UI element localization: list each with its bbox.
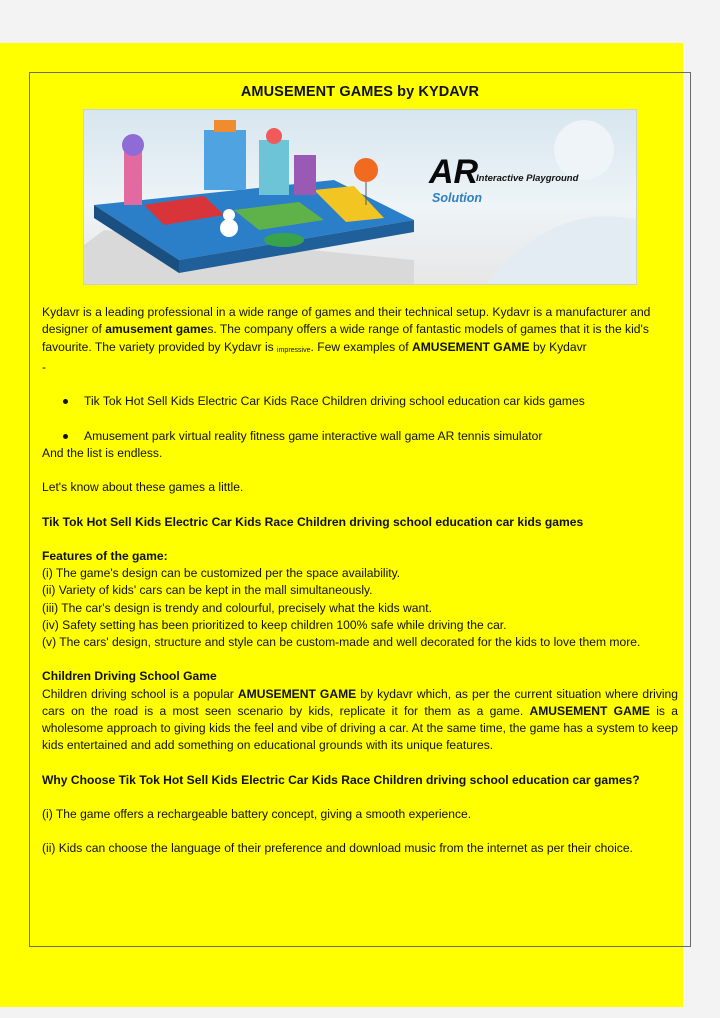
feature-item: (ii) Variety of kids' cars can be kept in the mall simultaneously.: [42, 583, 373, 598]
feature-item: (v) The cars' design, structure and style can be custom-made and well decorated for the kids to love them more.: [42, 634, 641, 649]
list-endless: And the list is endless.: [42, 445, 163, 460]
why-point: (i) The game offers a rechargeable battery concept, giving a smooth experience.: [42, 806, 472, 821]
document-title: AMUSEMENT GAMES by KYDAVR: [240, 84, 480, 100]
why-point: (ii) Kids can choose the language of their preference and download music from the internet as per their choice.: [42, 841, 633, 856]
features-heading: Features of the game:: [42, 548, 168, 563]
intro-paragraph: Kydavr is a leading professional in a wide range of games and their technical setup. Kydavr is a manufacturer and designer of amusement games. The company offers a wide range of fantastic models of games that it is the kid's favourite. The variety provided by Kydavr is impressive. Few examples of AMUSEMENT GAME by Kydavr -: [42, 305, 651, 374]
bullet-icon: [63, 434, 68, 439]
game-heading: Tik Tok Hot Sell Kids Electric Car Kids Race Children driving school education car kids games: [42, 514, 584, 529]
ar-logo-main: AR: [429, 153, 479, 192]
feature-item: (iii) The car's design is trendy and colourful, precisely what the kids want.: [42, 600, 432, 615]
ar-logo: [429, 154, 629, 214]
driving-heading: Children Driving School Game: [42, 669, 217, 684]
ar-logo-subtitle: Interactive Playground: [476, 173, 579, 185]
lets-know-text: Let's know about these games a little.: [42, 480, 244, 495]
list-item: Amusement park virtual reality fitness game interactive wall game AR tennis simulator: [63, 428, 678, 445]
feature-item: (iv) Safety setting has been prioritized to keep children 100% safe while driving the car.: [42, 617, 507, 632]
list-item: Tik Tok Hot Sell Kids Electric Car Kids Race Children driving school education car kids games: [63, 393, 678, 410]
why-heading: Why Choose Tik Tok Hot Sell Kids Electric Car Kids Race Children driving school education car games?: [42, 772, 640, 787]
playground-banner-image: [83, 109, 637, 285]
driving-paragraph: Children driving school is a popular AMUSEMENT GAME by kydavr which, as per the current situation where driving cars on the road is a most seen scenario by kids, replicate it for them as a game. AMUSEMENT GAME is a wholesome approach to giving kids the feel and vibe of driving a car. At the same time, the game has a system to keep kids entertained and add something on educational grounds with its unique features.: [42, 686, 679, 753]
document-body: [42, 84, 678, 858]
bullet-icon: [63, 399, 68, 404]
ar-logo-solution: Solution: [432, 191, 482, 206]
feature-item: (i) The game's design can be customized per the space availability.: [42, 566, 401, 581]
